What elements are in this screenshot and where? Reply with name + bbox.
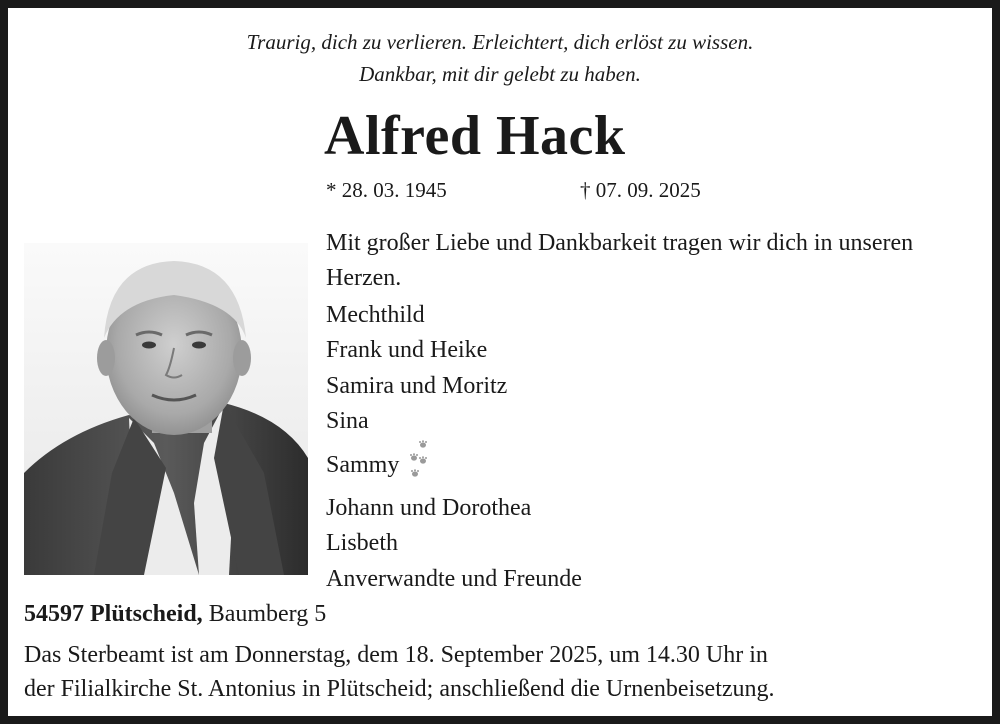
address [24,598,326,630]
service-line-2: der Filialkirche St. Antonius in Plütscheid; anschließend die Urnenbeisetzung. [24,676,775,702]
mourner: Sina [326,408,369,435]
mourner: Johann und Dorothea [326,495,532,522]
mourner: Samira und Moritz [326,372,508,399]
portrait-photo [24,243,308,575]
address-place: 54597 Plütscheid, [24,601,203,627]
motto-line-2: Dankbar, mit dir gelebt zu haben. [359,62,641,86]
birth-date: * 28. 03. 1945 [326,178,447,202]
mourner: Mechthild [326,302,425,328]
mourners-list [326,298,582,597]
mourner: Sammy [326,440,582,491]
mourner: Frank und Heike [326,337,488,364]
service-line-1: Das Sterbeamt ist am Donnerstag, dem 18. September 2025, um 14.30 Uhr in [24,642,768,668]
mourner: Anverwandte und Freunde [326,565,582,592]
tribute-text: Mit großer Liebe und Dankbarkeit tragen wir dich in unseren Herzen. [326,230,914,291]
death-date: † 07. 09. 2025 [580,178,701,202]
service-info [24,638,979,706]
motto-line-1: Traurig, dich zu verlieren. Erleichtert, dich erlöst zu wissen. [246,30,754,54]
motto [150,26,850,90]
deceased-name: Alfred Hack [324,105,626,167]
paw-prints-icon [407,440,429,491]
address-street: Baumberg 5 [208,601,327,627]
mourner: Lisbeth [326,530,398,557]
